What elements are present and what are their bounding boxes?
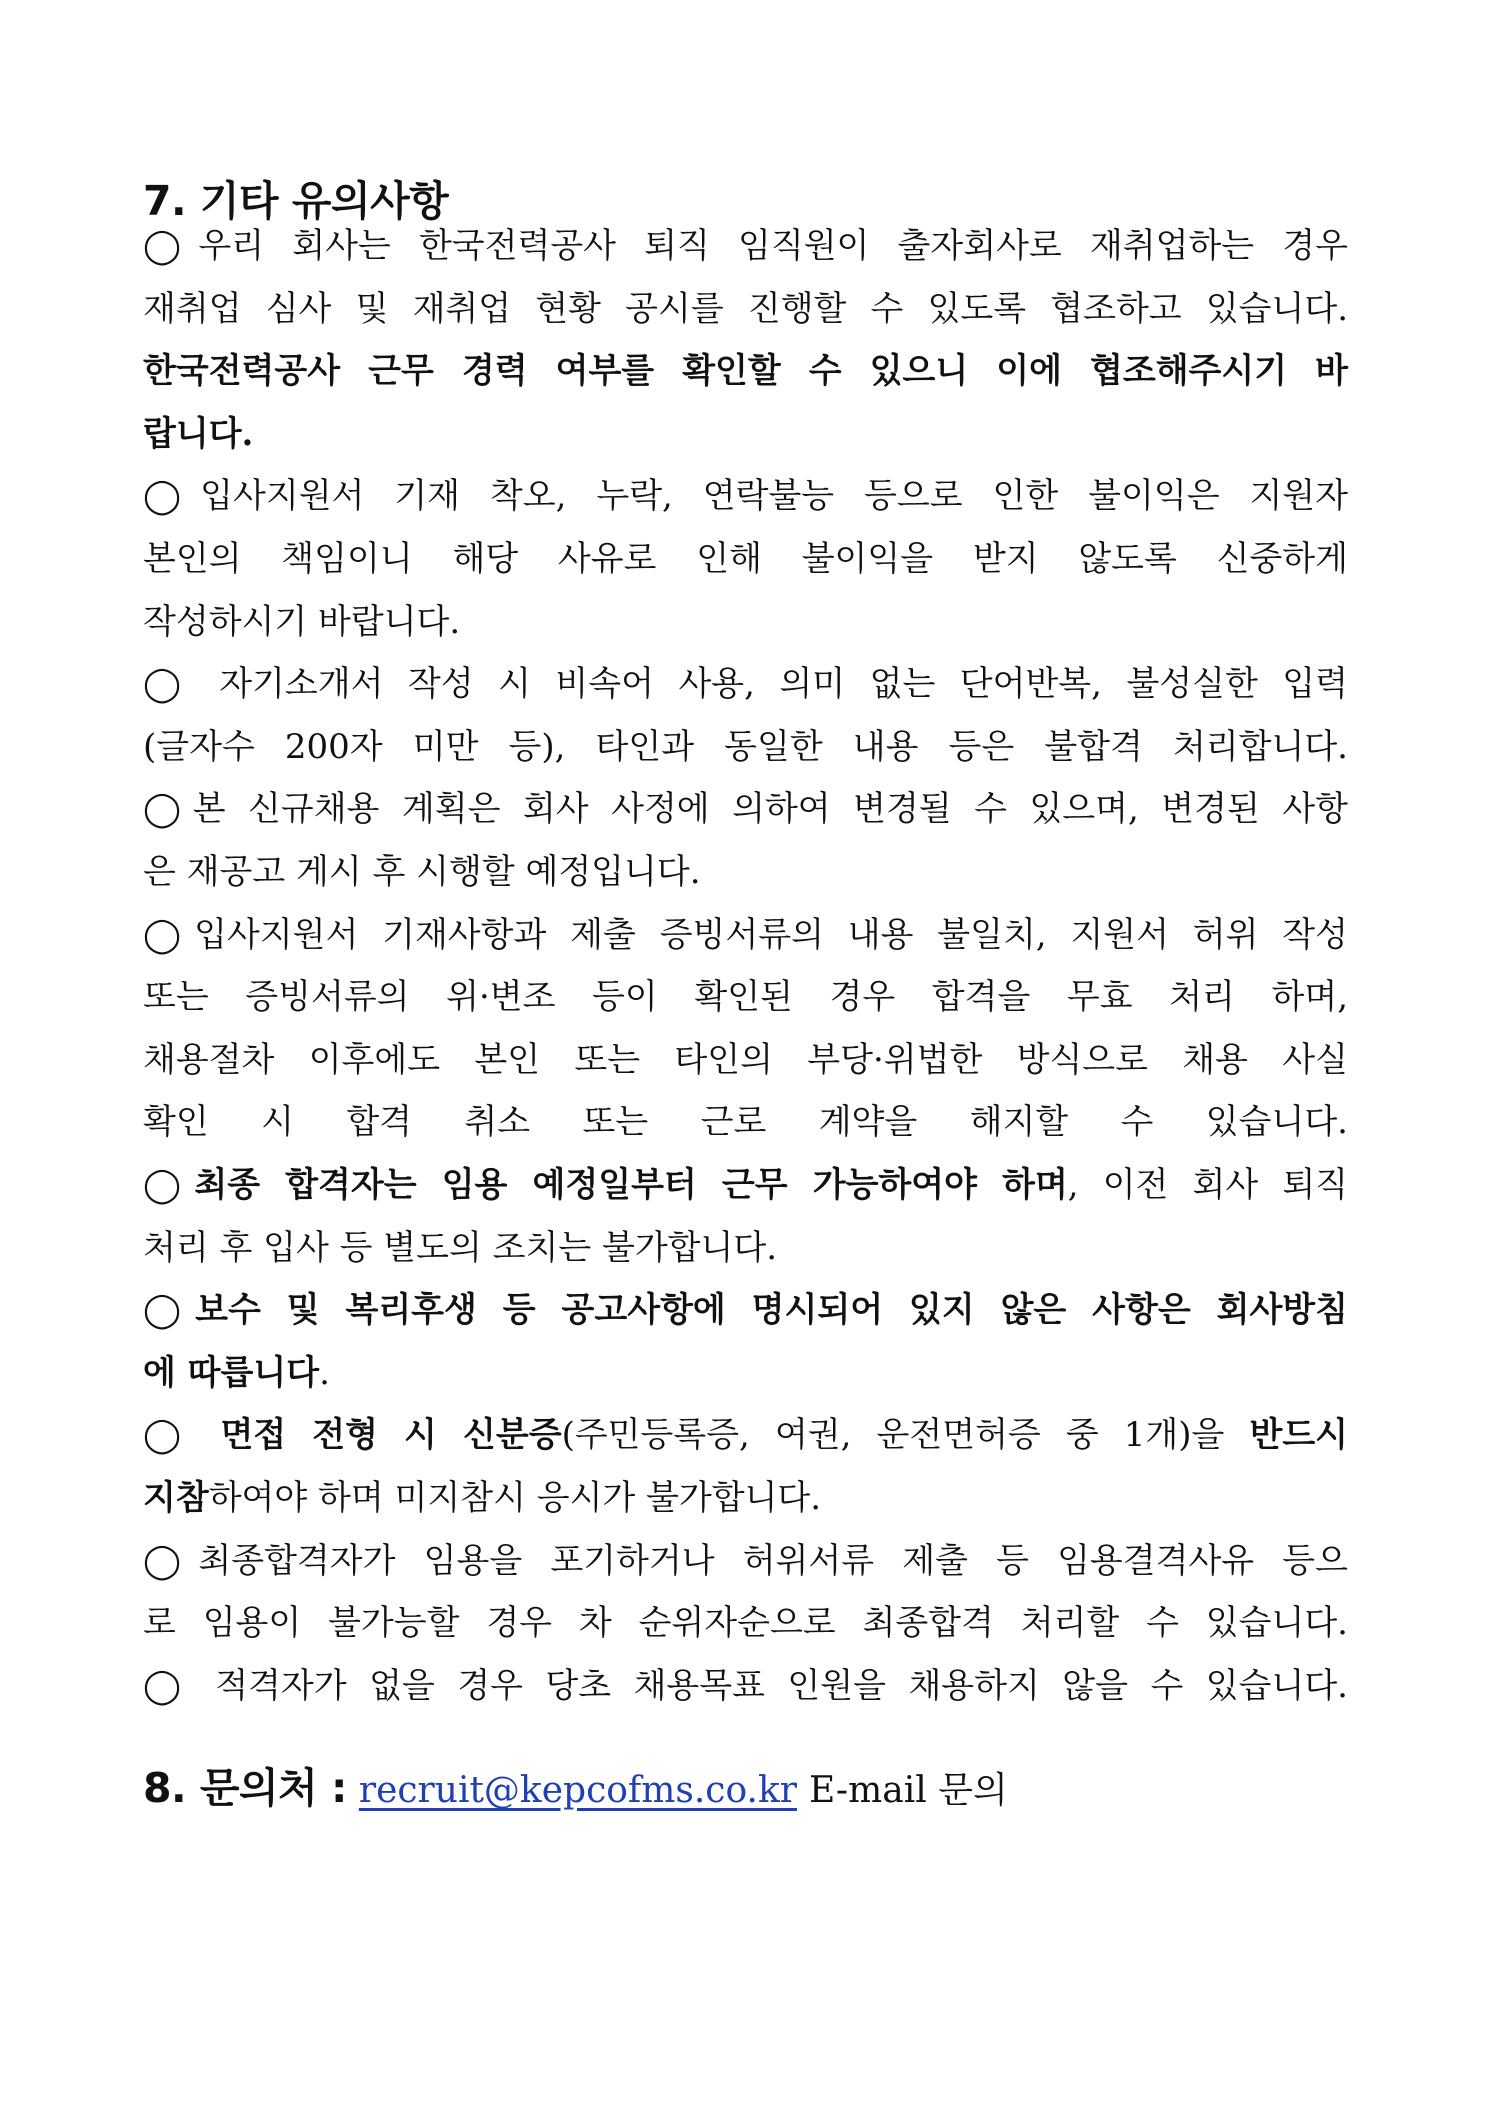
notice-line <box>143 476 1348 516</box>
notice-text: 채용절차 이후에도 본인 또는 타인의 부당·위법한 방식으로 채용 사실 <box>143 1039 1348 1080</box>
section-8-heading <box>143 1755 1008 1814</box>
notice-line <box>143 1478 1348 1518</box>
notice-text: ◯입사지원서 기재사항과 제출 증빙서류의 내용 불일치, 지원서 허위 작성 <box>143 914 1348 955</box>
notice-text: ◯ 적격자가 없을 경우 당초 채용목표 인원을 채용하지 않을 수 있습니다. <box>143 1665 1348 1706</box>
emphasized-text: 지참 <box>143 1478 209 1518</box>
notice-line <box>143 289 1348 329</box>
notice-text: 은 재공고 게시 후 시행할 예정입니다. <box>143 852 701 892</box>
notice-line <box>143 1415 1348 1455</box>
notice-line <box>143 1102 1348 1142</box>
emphasized-text: 랍니다. <box>143 413 254 454</box>
notice-text: 작성하시기 바랍니다. <box>143 601 461 642</box>
notice-line <box>143 1290 1348 1330</box>
contact-email-link[interactable]: recruit@kepcofms.co.kr <box>358 1770 797 1811</box>
notice-text: ◯ <box>143 1415 221 1456</box>
notice-text: (주민등록증, 여권, 운전면허증 중 1개)을 <box>561 1415 1250 1456</box>
emphasized-text: 에 따릅니다 <box>143 1352 320 1393</box>
notice-text: ◯우리 회사는 한국전력공사 퇴직 임직원이 출자회사로 재취업하는 경우 <box>143 226 1348 266</box>
notice-line <box>143 351 1348 391</box>
notice-line <box>143 539 1348 579</box>
notice-text: 로 임용이 불가능할 경우 차 순위자순으로 최종합격 처리할 수 있습니다. <box>143 1603 1348 1644</box>
notice-line <box>143 789 1348 829</box>
emphasized-text: 반드시 <box>1249 1415 1349 1456</box>
notice-line <box>143 1541 1348 1581</box>
notice-text: (글자수 200자 미만 등), 타인과 동일한 내용 등은 불합격 처리합니다. <box>143 726 1348 767</box>
notice-text: 본인의 책임이니 해당 사유로 인해 불이익을 받지 않도록 신중하게 <box>143 539 1348 579</box>
notice-text: 하여야 하며 미지참시 응시가 불가합니다. <box>208 1478 822 1518</box>
notice-text: 확인 시 합격 취소 또는 근로 계약을 해지할 수 있습니다. <box>143 1102 1348 1143</box>
emphasized-text: ◯최종 합격자는 임용 예정일부터 근무 가능하여야 하며 <box>143 1165 1068 1205</box>
notice-line <box>143 1603 1348 1643</box>
section-7-heading: 7. 기타 유의사항 <box>143 177 449 225</box>
notice-line <box>143 414 1348 454</box>
notice-line <box>143 1040 1348 1080</box>
notice-line <box>143 915 1348 955</box>
notice-text: 또는 증빙서류의 위·변조 등이 확인된 경우 합격을 무효 처리 하며, <box>143 977 1348 1018</box>
notice-text: ◯본 신규채용 계획은 회사 사정에 의하여 변경될 수 있으며, 변경된 사항 <box>143 789 1348 830</box>
notice-line <box>143 1353 1348 1393</box>
notice-text: ◯최종합격자가 임용을 포기하거나 허위서류 제출 등 임용결격사유 등으 <box>143 1540 1348 1581</box>
notice-text: 처리 후 입사 등 별도의 조치는 불가합니다. <box>143 1227 777 1268</box>
emphasized-text: ◯보수 및 복리후생 등 공고사항에 명시되어 있지 않은 사항은 회사방침 <box>143 1290 1348 1331</box>
notice-line <box>143 226 1348 266</box>
emphasized-text: 면접 전형 시 신분증 <box>220 1415 562 1456</box>
notice-text: ◯ 자기소개서 작성 시 비속어 사용, 의미 없는 단어반복, 불성실한 입력 <box>143 664 1348 705</box>
notice-line <box>143 602 1348 642</box>
contact-suffix: E-mail 문의 <box>808 1770 1008 1811</box>
notice-text: 재취업 심사 및 재취업 현황 공시를 진행할 수 있도록 협조하고 있습니다. <box>143 288 1348 329</box>
notice-text: , 이전 회사 퇴직 <box>1067 1165 1349 1205</box>
emphasized-text: 한국전력공사 근무 경력 여부를 확인할 수 있으니 이에 협조해주시기 바 <box>143 351 1348 392</box>
notice-line <box>143 1666 1348 1706</box>
notice-line <box>143 1165 1348 1205</box>
notice-line <box>143 664 1348 704</box>
notice-text: . <box>319 1352 330 1393</box>
notice-text: ◯입사지원서 기재 착오, 누락, 연락불능 등으로 인한 불이익은 지원자 <box>143 476 1348 517</box>
notice-line <box>143 727 1348 767</box>
notice-line <box>143 852 1348 892</box>
section-8-title: 8. 문의처 : <box>143 1764 347 1812</box>
notice-line <box>143 1228 1348 1268</box>
notice-line <box>143 977 1348 1017</box>
